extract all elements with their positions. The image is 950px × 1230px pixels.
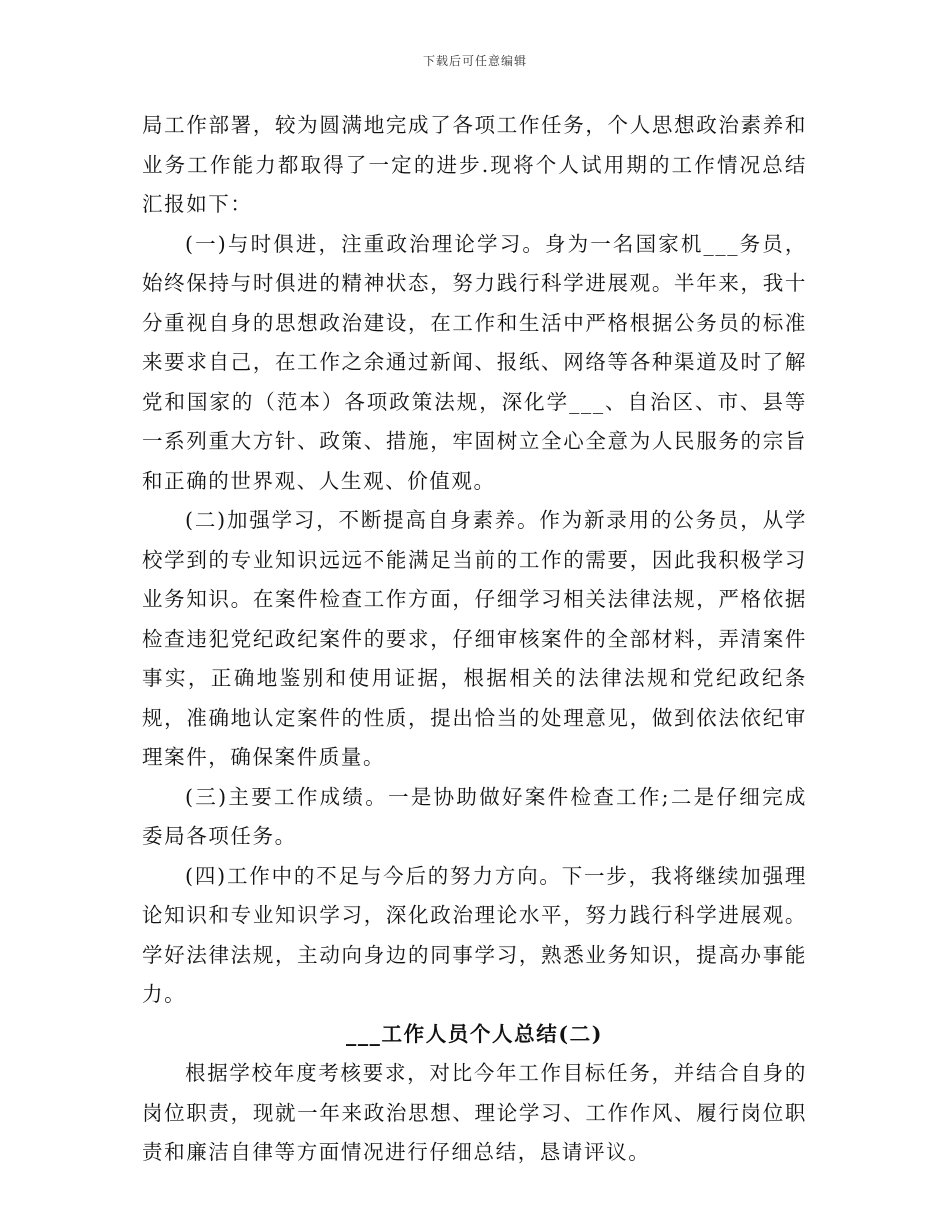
- paragraph-section-2: (二)加强学习，不断提高自身素养。作为新录用的公务员，从学校学到的专业知识远远不能满足当前的工作的需要，因此我积极学习业务知识。在案件检查工作方面，仔细学习相关法律法规，严格依据检查违犯党纪政纪案件的要求，仔细审核案件的全部材料，弄清案件事实，正确地鉴别和使用证据，根据相关的法律法规和党纪政纪条规，准确地认定案件的性质，提出恰当的处理意见，做到依法依纪审理案件，确保案件质量。: [142, 508, 807, 769]
- paragraph-section-4: (四)工作中的不足与今后的努力方向。下一步，我将继续加强理论知识和专业知识学习，深化政治理论水平，努力践行科学进展观。学好法律法规，主动向身边的同事学习，熟悉业务知识，提高办事能力。: [142, 863, 807, 1006]
- paragraph-intro: 局工作部署，较为圆满地完成了各项工作任务，个人思想政治素养和业务工作能力都取得了一定的进步.现将个人试用期的工作情况总结汇报如下：: [142, 113, 807, 216]
- document-body: [142, 106, 807, 1173]
- page-header: 下载后可任意编辑: [422, 54, 527, 68]
- paragraph-section-3: (三)主要工作成绩。一是协助做好案件检查工作;二是仔细完成委局各项任务。: [142, 784, 807, 848]
- paragraph-summary-intro: 根据学校年度考核要求，对比今年工作目标任务，并结合自身的岗位职责，现就一年来政治思想、理论学习、工作作风、履行岗位职责和廉洁自律等方面情况进行仔细总结，恳请评议。: [142, 1061, 807, 1164]
- section-title: ___工作人员个人总结(二): [345, 1021, 604, 1046]
- paragraph-section-1: (一)与时俱进，注重政治理论学习。身为一名国家机___务员，始终保持与时俱进的精神状态，努力践行科学进展观。半年来，我十分重视自身的思想政治建设，在工作和生活中严格根据公务员的标准来要求自己，在工作之余通过新闻、报纸、网络等各种渠道及时了解党和国家的（范本）各项政策法规，深化学___、自治区、市、县等一系列重大方针、政策、措施，牢固树立全心全意为人民服务的宗旨和正确的世界观、人生观、价值观。: [142, 231, 807, 493]
